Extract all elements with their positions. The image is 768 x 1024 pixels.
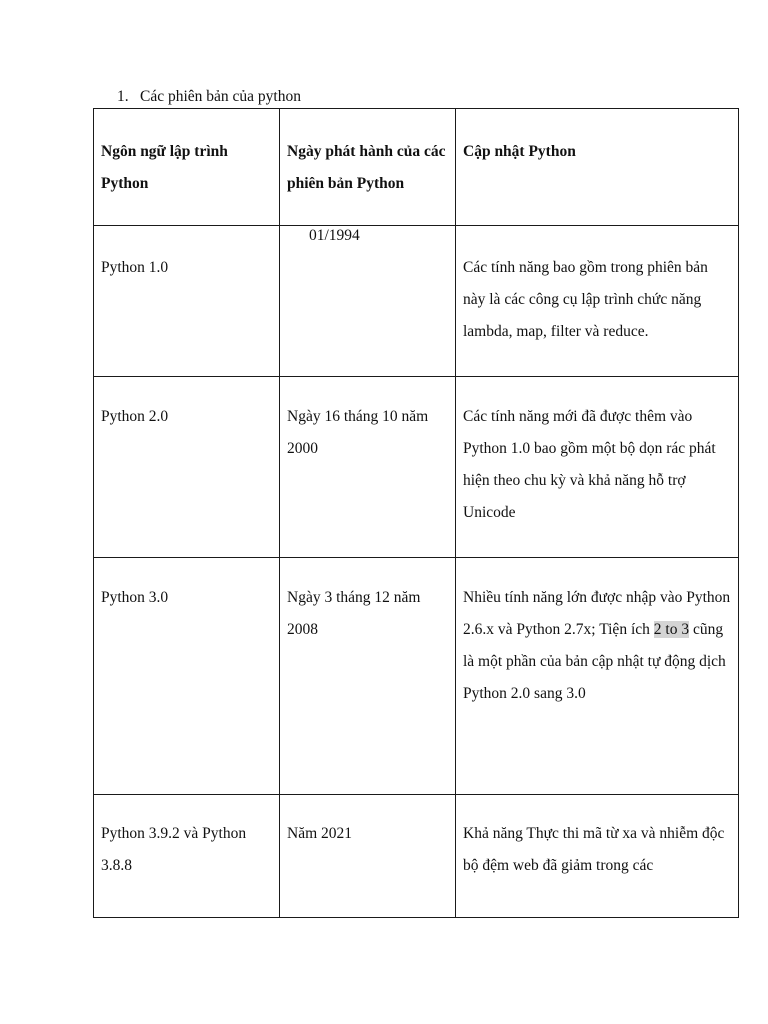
update-text-after: cũng là một phần của bản cập nhật tự động dịch Python 2.0 sang 3.0: [463, 621, 726, 702]
section-title: Các phiên bản của python: [140, 88, 301, 105]
version-cell: Python 3.9.2 và Python 3.8.8: [94, 795, 280, 918]
date-cell: Năm 2021: [280, 795, 456, 918]
date-cell: Ngày 3 tháng 12 năm 2008: [280, 558, 456, 795]
update-text-before: Nhiều tính năng lớn được nhập vào Python 2.6.x và Python 2.7x; Tiện ích: [463, 589, 731, 638]
section-number: 1.: [117, 88, 129, 105]
header-cell-language: Ngôn ngữ lập trình Python: [94, 109, 280, 226]
version-cell: Python 3.0: [94, 558, 280, 795]
highlighted-text: 2 to 3: [653, 621, 690, 638]
header-cell-update: Cập nhật Python: [456, 109, 739, 226]
table-row: [94, 377, 739, 558]
table-row: [94, 795, 739, 918]
version-cell: Python 2.0: [94, 377, 280, 558]
update-cell: Các tính năng mới đã được thêm vào Python 1.0 bao gồm một bộ dọn rác phát hiện theo chu kỳ và khả năng hỗ trợ Unicode: [456, 377, 739, 558]
section-heading: [117, 87, 301, 107]
date-cell: Ngày 16 tháng 10 năm 2000: [280, 377, 456, 558]
table-row: [94, 558, 739, 795]
header-cell-release-date: Ngày phát hành của các phiên bản Python: [280, 109, 456, 226]
update-cell: [456, 558, 739, 795]
update-cell: Khả năng Thực thi mã từ xa và nhiễm độc bộ đệm web đã giảm trong các: [456, 795, 739, 918]
table-row: [94, 226, 739, 377]
date-cell: 01/1994: [280, 226, 456, 377]
version-cell: Python 1.0: [94, 226, 280, 377]
update-cell: Các tính năng bao gồm trong phiên bản này là các công cụ lập trình chức năng lambda, map, filter và reduce.: [456, 226, 739, 377]
table-header-row: [94, 109, 739, 226]
python-versions-table: [93, 108, 739, 918]
